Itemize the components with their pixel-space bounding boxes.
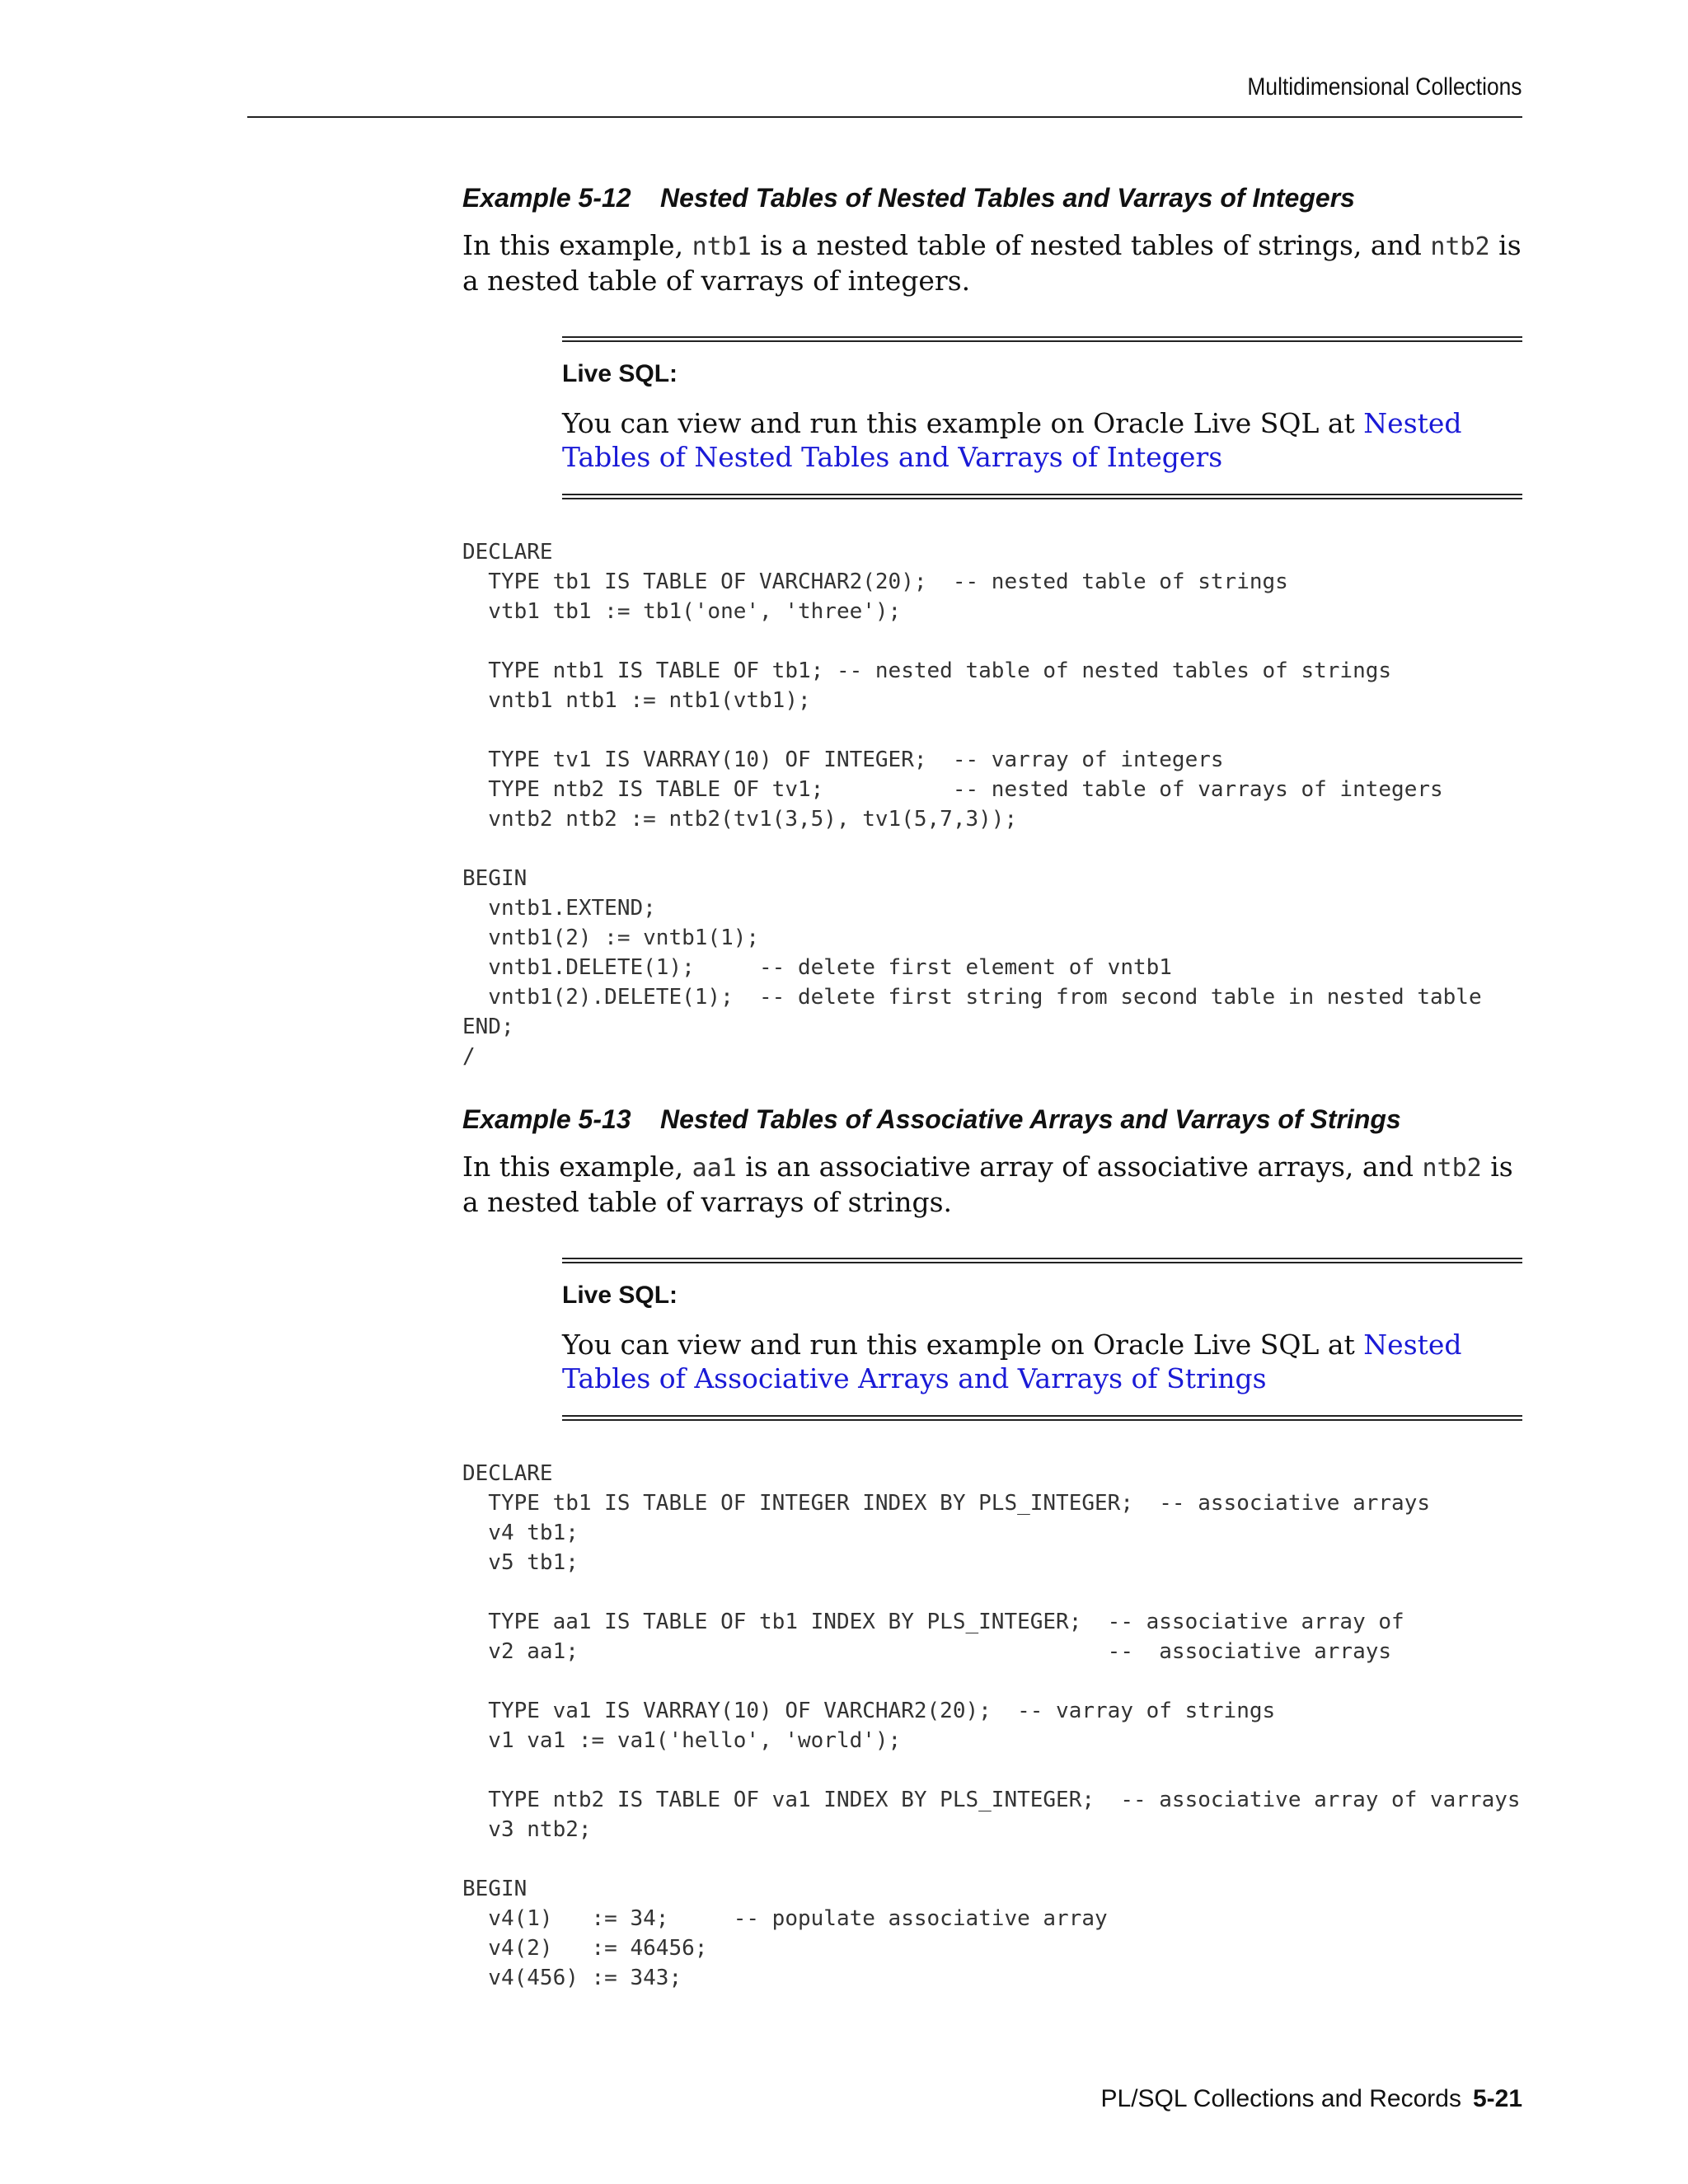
note-heading: Live SQL: xyxy=(562,360,678,387)
inline-code: ntb2 xyxy=(1430,232,1490,261)
live-sql-link[interactable]: Nested Tables of Associative Arrays and Varrays of Strings xyxy=(562,1329,1462,1394)
intro-text: is a nested table of nested tables of strings, and xyxy=(751,229,1431,261)
page-footer xyxy=(1101,2085,1523,2113)
intro-text: In this example, xyxy=(462,1151,692,1183)
note-text xyxy=(562,1328,1522,1395)
note-top-rule xyxy=(562,336,1522,342)
note-body: You can view and run this example on Oracle Live SQL at xyxy=(562,407,1364,439)
example-number: Example 5-12 xyxy=(462,183,631,213)
footer-chapter-title: PL/SQL Collections and Records xyxy=(1100,2085,1461,2112)
note-text xyxy=(562,406,1522,474)
note-bottom-rule xyxy=(562,1415,1522,1421)
code-block: DECLARE TYPE tb1 IS TABLE OF INTEGER INDEX BY PLS_INTEGER; -- associative arrays v4 tb1; v5 tb1; TYPE aa1 IS TABLE OF tb1 INDEX BY PLS_INTEGER; -- associative array of v2 aa1; -- associative arrays TYPE va1 IS VARRAY(10) OF VARCHAR2(20); -- varray of strings v1 va1 := va1('hello', 'world'); TYPE ntb2 IS TABLE OF va1 INDEX BY PLS_INTEGER; -- associative array of varrays v3 ntb2; BEGIN v4(1) := 34; -- populate associative array v4(2) := 46456; v4(456) := 343; xyxy=(462,1461,1521,1990)
note-heading: Live SQL: xyxy=(562,1282,678,1309)
example-intro-paragraph xyxy=(462,228,1526,298)
note-top-rule xyxy=(562,1258,1522,1263)
intro-text: is a nested table of varrays of strings. xyxy=(462,1151,1513,1218)
note-bottom-rule xyxy=(562,494,1522,499)
example-intro-paragraph xyxy=(462,1150,1526,1219)
intro-text: is an associative array of associative arrays, and xyxy=(736,1151,1423,1183)
example-title-text: Nested Tables of Nested Tables and Varrays of Integers xyxy=(660,183,1355,213)
example-title-text: Nested Tables of Associative Arrays and Varrays of Strings xyxy=(660,1104,1401,1134)
example-number: Example 5-13 xyxy=(462,1104,631,1134)
code-block: DECLARE TYPE tb1 IS TABLE OF VARCHAR2(20); -- nested table of strings vtb1 tb1 := tb1('one', 'three'); TYPE ntb1 IS TABLE OF tb1; -- nested table of nested tables of strings vntb1 ntb1 := ntb1(vtb1); TYPE tv1 IS VARRAY(10) OF INTEGER; -- varray of integers TYPE ntb2 IS TABLE OF tv1; -- nested table of varrays of integers vntb2 ntb2 := ntb2(tv1(3,5), tv1(5,7,3)); BEGIN vntb1.EXTEND; vntb1(2) := vntb1(1); vntb1.DELETE(1); -- delete first element of vntb1 vntb1(2).DELETE(1); -- delete first string from second table in nested table END; / xyxy=(462,540,1482,1069)
example-title xyxy=(462,183,1355,213)
intro-text: is a nested table of varrays of integers. xyxy=(462,229,1522,297)
live-sql-note xyxy=(562,336,1522,499)
running-header-title: Multidimensional Collections xyxy=(1247,73,1522,101)
intro-text: In this example, xyxy=(462,229,692,261)
note-body: You can view and run this example on Oracle Live SQL at xyxy=(562,1329,1364,1361)
inline-code: aa1 xyxy=(692,1154,737,1183)
header-divider xyxy=(247,116,1522,118)
inline-code: ntb2 xyxy=(1422,1154,1482,1183)
live-sql-note xyxy=(562,1258,1522,1421)
page-number: 5-21 xyxy=(1472,2085,1522,2112)
example-title xyxy=(462,1104,1401,1135)
inline-code: ntb1 xyxy=(692,232,752,261)
live-sql-link[interactable]: Nested Tables of Nested Tables and Varrays of Integers xyxy=(562,407,1462,473)
